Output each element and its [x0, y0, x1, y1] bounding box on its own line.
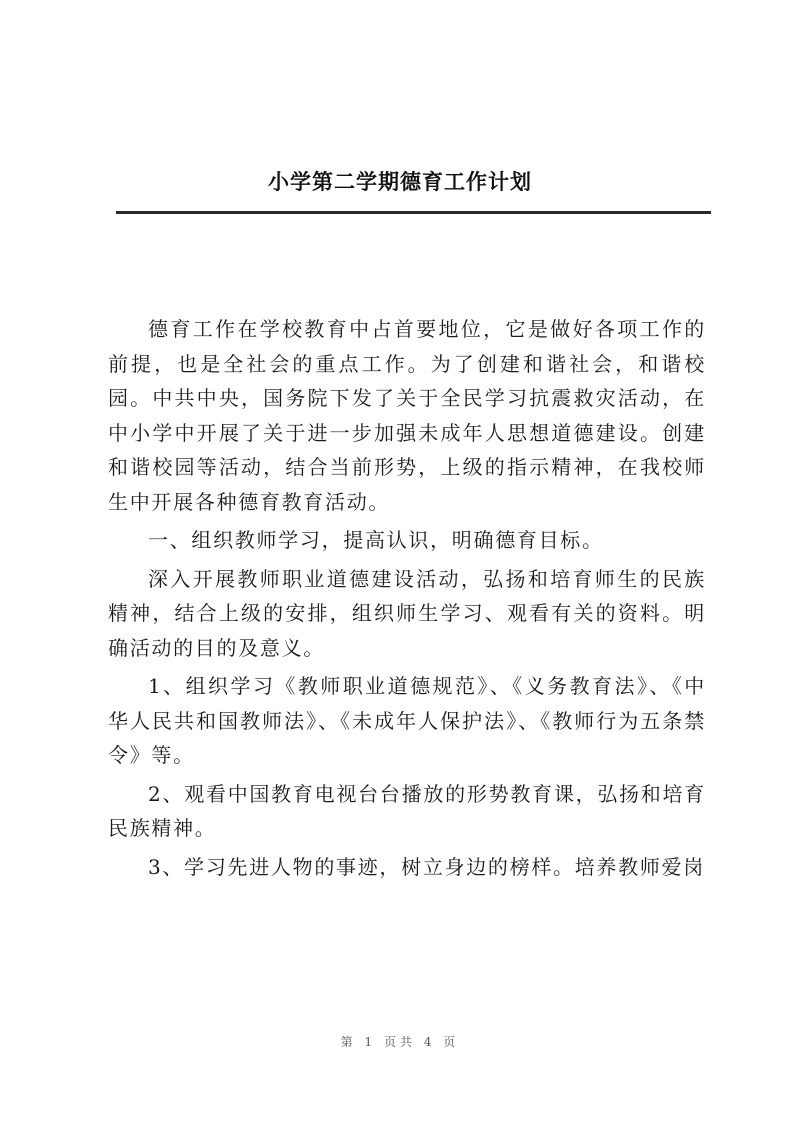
footer-total-pages: 4	[423, 1035, 436, 1049]
paragraph-section-1: 深入开展教师职业道德建设活动，弘扬和培育师生的民族精神，结合上级的安排，组织师生学习、观看有关的资料。明确活动的目的及意义。	[108, 566, 706, 660]
section-heading-1: 一、组织教师学习，提高认识，明确德育目标。	[148, 528, 604, 552]
page-footer	[0, 1033, 800, 1050]
footer-current-page: 1	[364, 1035, 377, 1049]
paragraph-intro: 德育工作在学校教育中占首要地位，它是做好各项工作的前提，也是全社会的重点工作。为了创建和谐社会，和谐校园。中共中央，国务院下发了关于全民学习抗震救灾活动，在中小学中开展了关于进一步加强未成年人思想道德建设。创建和谐校园等活动，结合当前形势，上级的指示精神，在我校师生中开展各种德育教育活动。	[108, 317, 706, 514]
footer-middle: 页共	[383, 1035, 416, 1049]
list-item-2: 2、观看中国教育电视台台播放的形势教育课，弘扬和培育民族精神。	[108, 781, 706, 840]
document-body	[108, 312, 706, 888]
list-item-3: 3、学习先进人物的事迹，树立身边的榜样。培养教师爱岗	[148, 854, 705, 879]
page-title: 小学第二学期德育工作计划	[268, 169, 532, 194]
list-item-1: 1、组织学习《教师职业道德规范》、《义务教育法》、《中华人民共和国教师法》、《未成年人保护法》、《教师行为五条禁令》等。	[108, 674, 706, 767]
footer-suffix: 页	[443, 1035, 460, 1049]
title-divider	[116, 211, 711, 214]
footer-prefix: 第	[340, 1035, 357, 1049]
